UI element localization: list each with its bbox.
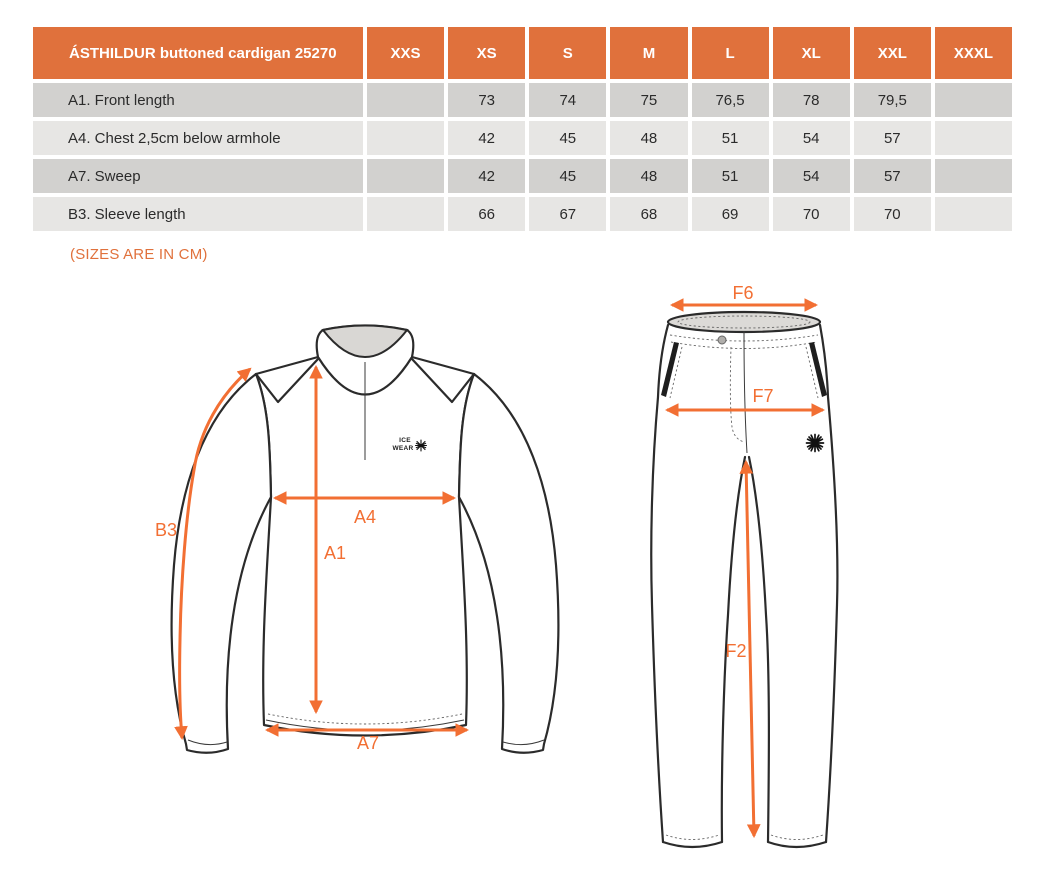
sweater-right-sleeve (459, 374, 558, 753)
table-cell: 51 (692, 159, 769, 193)
label-f6: F6 (732, 285, 754, 303)
table-cell: 70 (773, 197, 850, 231)
table-cell: 70 (854, 197, 931, 231)
size-header-s: S (529, 27, 606, 79)
table-title-cell: ÁSTHILDUR buttoned cardigan 25270 (33, 27, 363, 79)
fly-stitching (730, 347, 744, 442)
table-cell (935, 159, 1012, 193)
arrow-f2-inseam (746, 462, 754, 836)
label-a7: A7 (356, 733, 380, 753)
table-cell: 42 (448, 159, 525, 193)
size-header-l: L (692, 27, 769, 79)
row-label: A7. Sweep (33, 159, 363, 193)
sweater-measurement-drawing (140, 300, 570, 770)
table-cell: 45 (529, 159, 606, 193)
table-cell: 69 (692, 197, 769, 231)
size-header-xxs: XXS (367, 27, 444, 79)
pants-measurement-drawing (625, 285, 915, 885)
pants-left-leg (651, 325, 668, 842)
table-cell: 75 (610, 83, 687, 117)
label-a4: A4 (353, 507, 377, 527)
table-cell: 57 (854, 159, 931, 193)
table-cell: 73 (448, 83, 525, 117)
size-header-xs: XS (448, 27, 525, 79)
size-header-xxxl: XXXL (935, 27, 1012, 79)
table-cell (367, 83, 444, 117)
row-label: A4. Chest 2,5cm below armhole (33, 121, 363, 155)
table-cell: 54 (773, 159, 850, 193)
table-cell: 48 (610, 159, 687, 193)
table-cell: 78 (773, 83, 850, 117)
label-f7: F7 (752, 386, 774, 406)
table-cell: 48 (610, 121, 687, 155)
sizes-note: (SIZES ARE IN CM) (70, 246, 208, 263)
size-table (33, 27, 1012, 231)
waistband-opening (668, 312, 820, 332)
table-cell: 45 (529, 121, 606, 155)
sweater-left-sleeve (172, 374, 271, 753)
center-front-seam (744, 331, 747, 453)
table-cell: 57 (854, 121, 931, 155)
table-cell: 79,5 (854, 83, 931, 117)
table-cell (367, 159, 444, 193)
label-f2: F2 (725, 641, 747, 661)
table-cell: 67 (529, 197, 606, 231)
row-label: A1. Front length (33, 83, 363, 117)
table-cell: 66 (448, 197, 525, 231)
table-cell (935, 197, 1012, 231)
size-header-m: M (610, 27, 687, 79)
label-a1: A1 (324, 543, 347, 563)
table-cell (367, 121, 444, 155)
table-cell: 68 (610, 197, 687, 231)
size-header-xl: XL (773, 27, 850, 79)
size-header-xxl: XXL (854, 27, 931, 79)
label-b3: B3 (154, 520, 178, 540)
icewear-logo-line1: ICE (399, 437, 411, 444)
waist-button (718, 336, 726, 344)
table-cell: 42 (448, 121, 525, 155)
table-cell: 74 (529, 83, 606, 117)
table-cell: 54 (773, 121, 850, 155)
row-label: B3. Sleeve length (33, 197, 363, 231)
table-cell (935, 83, 1012, 117)
table-cell: 76,5 (692, 83, 769, 117)
table-cell (367, 197, 444, 231)
snowflake-logo-icon (416, 440, 427, 451)
icewear-logo-line2: WEAR (392, 445, 414, 452)
table-cell (935, 121, 1012, 155)
snowflake-logo-icon (807, 435, 824, 452)
table-cell: 51 (692, 121, 769, 155)
